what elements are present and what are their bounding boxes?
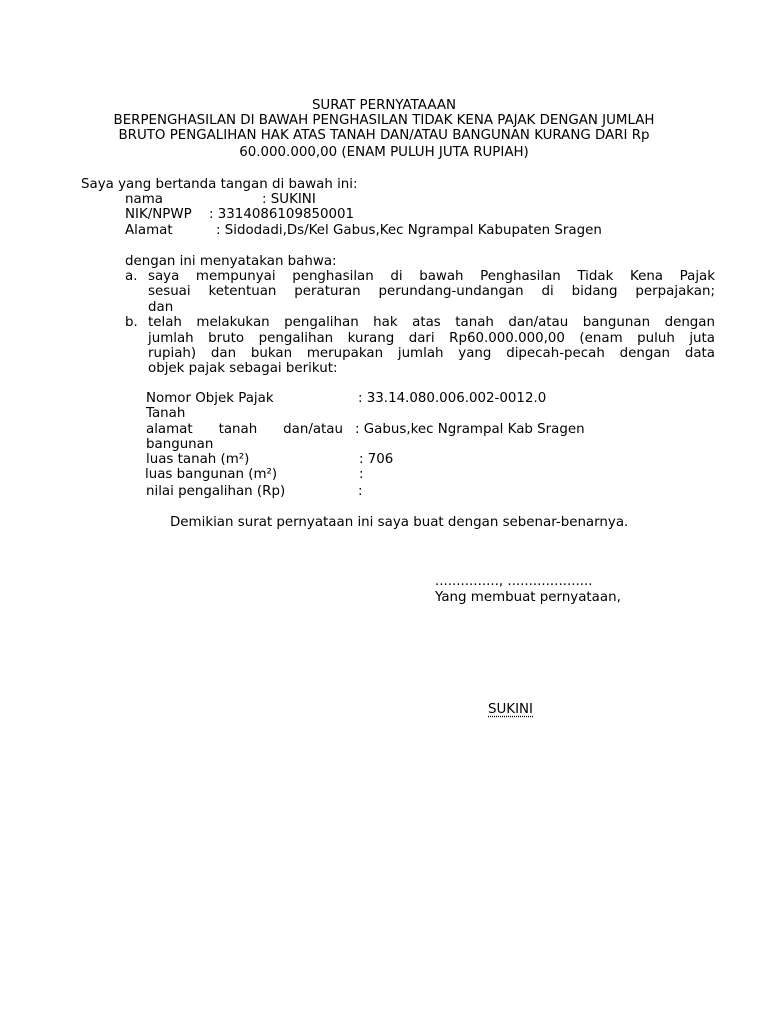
nilai-pengalihan-label: nilai pengalihan (Rp) (146, 484, 286, 499)
signer-name: SUKINI (488, 702, 533, 717)
item-b-line-4: objek pajak sebagai berikut: (148, 361, 338, 376)
alamat-value: : Sidodadi,Ds/Kel Gabus,Kec Ngrampal Kabupaten Sragen (216, 223, 602, 238)
item-a-line-2: sesuai ketentuan peraturan perundang-undangan di bidang perpajakan; (148, 284, 715, 299)
closing-statement: Demikian surat pernyataan ini saya buat dengan sebenar-benarnya. (170, 515, 629, 530)
nilai-pengalihan-value: : (358, 484, 363, 499)
nama-label: nama (125, 192, 163, 207)
item-a-line-1: saya mempunyai penghasilan di bawah Penghasilan Tidak Kena Pajak (148, 269, 715, 284)
nik-value: : 3314086109850001 (209, 207, 355, 222)
statement-intro: dengan ini menyatakan bahwa: (125, 254, 337, 269)
luas-bangunan-label: luas bangunan (m²) (145, 467, 278, 482)
nama-value: : SUKINI (262, 192, 316, 207)
item-b-line-3: rupiah) dan bukan merupakan jumlah yang dipecah-pecah dengan data (148, 346, 715, 361)
signer-role: Yang membuat pernyataan, (435, 590, 621, 605)
doc-subtitle-line-2: BRUTO PENGALIHAN HAK ATAS TANAH DAN/ATAU BANGUNAN KURANG DARI Rp (118, 128, 650, 143)
object-alamat-label-cont: bangunan (146, 437, 214, 452)
item-b-line-2: jumlah bruto pengalihan kurang dari Rp60.000.000,00 (enam puluh juta (148, 331, 715, 346)
nop-label-cont: Tanah (146, 406, 186, 421)
alamat-label: Alamat (125, 223, 173, 238)
doc-title: SURAT PERNYATAAAN (311, 98, 457, 113)
doc-subtitle-line-1: BERPENGHASILAN DI BAWAH PENGHASILAN TIDAK KENA PAJAK DENGAN JUMLAH (113, 113, 655, 128)
nop-value: : 33.14.080.006.002-0012.0 (358, 391, 547, 406)
object-alamat-label: alamat tanah dan/atau (146, 422, 343, 437)
intro-text: Saya yang bertanda tangan di bawah ini: (81, 177, 358, 192)
nik-label: NIK/NPWP (125, 207, 192, 222)
luas-tanah-value: : 706 (359, 452, 394, 467)
luas-bangunan-value: : (359, 467, 364, 482)
doc-subtitle-line-3: 60.000.000,00 (ENAM PULUH JUTA RUPIAH) (239, 145, 529, 160)
object-alamat-value: : Gabus,kec Ngrampal Kab Sragen (355, 422, 585, 437)
item-b-marker: b. (125, 315, 138, 330)
place-date: ..............., .................... (435, 574, 593, 589)
item-a-marker: a. (125, 269, 138, 284)
luas-tanah-label: luas tanah (m²) (146, 452, 250, 467)
item-b-line-1: telah melakukan pengalihan hak atas tanah dan/atau bangunan dengan (148, 315, 715, 330)
item-a-line-3: dan (148, 300, 174, 315)
nop-label: Nomor Objek Pajak (146, 391, 274, 406)
